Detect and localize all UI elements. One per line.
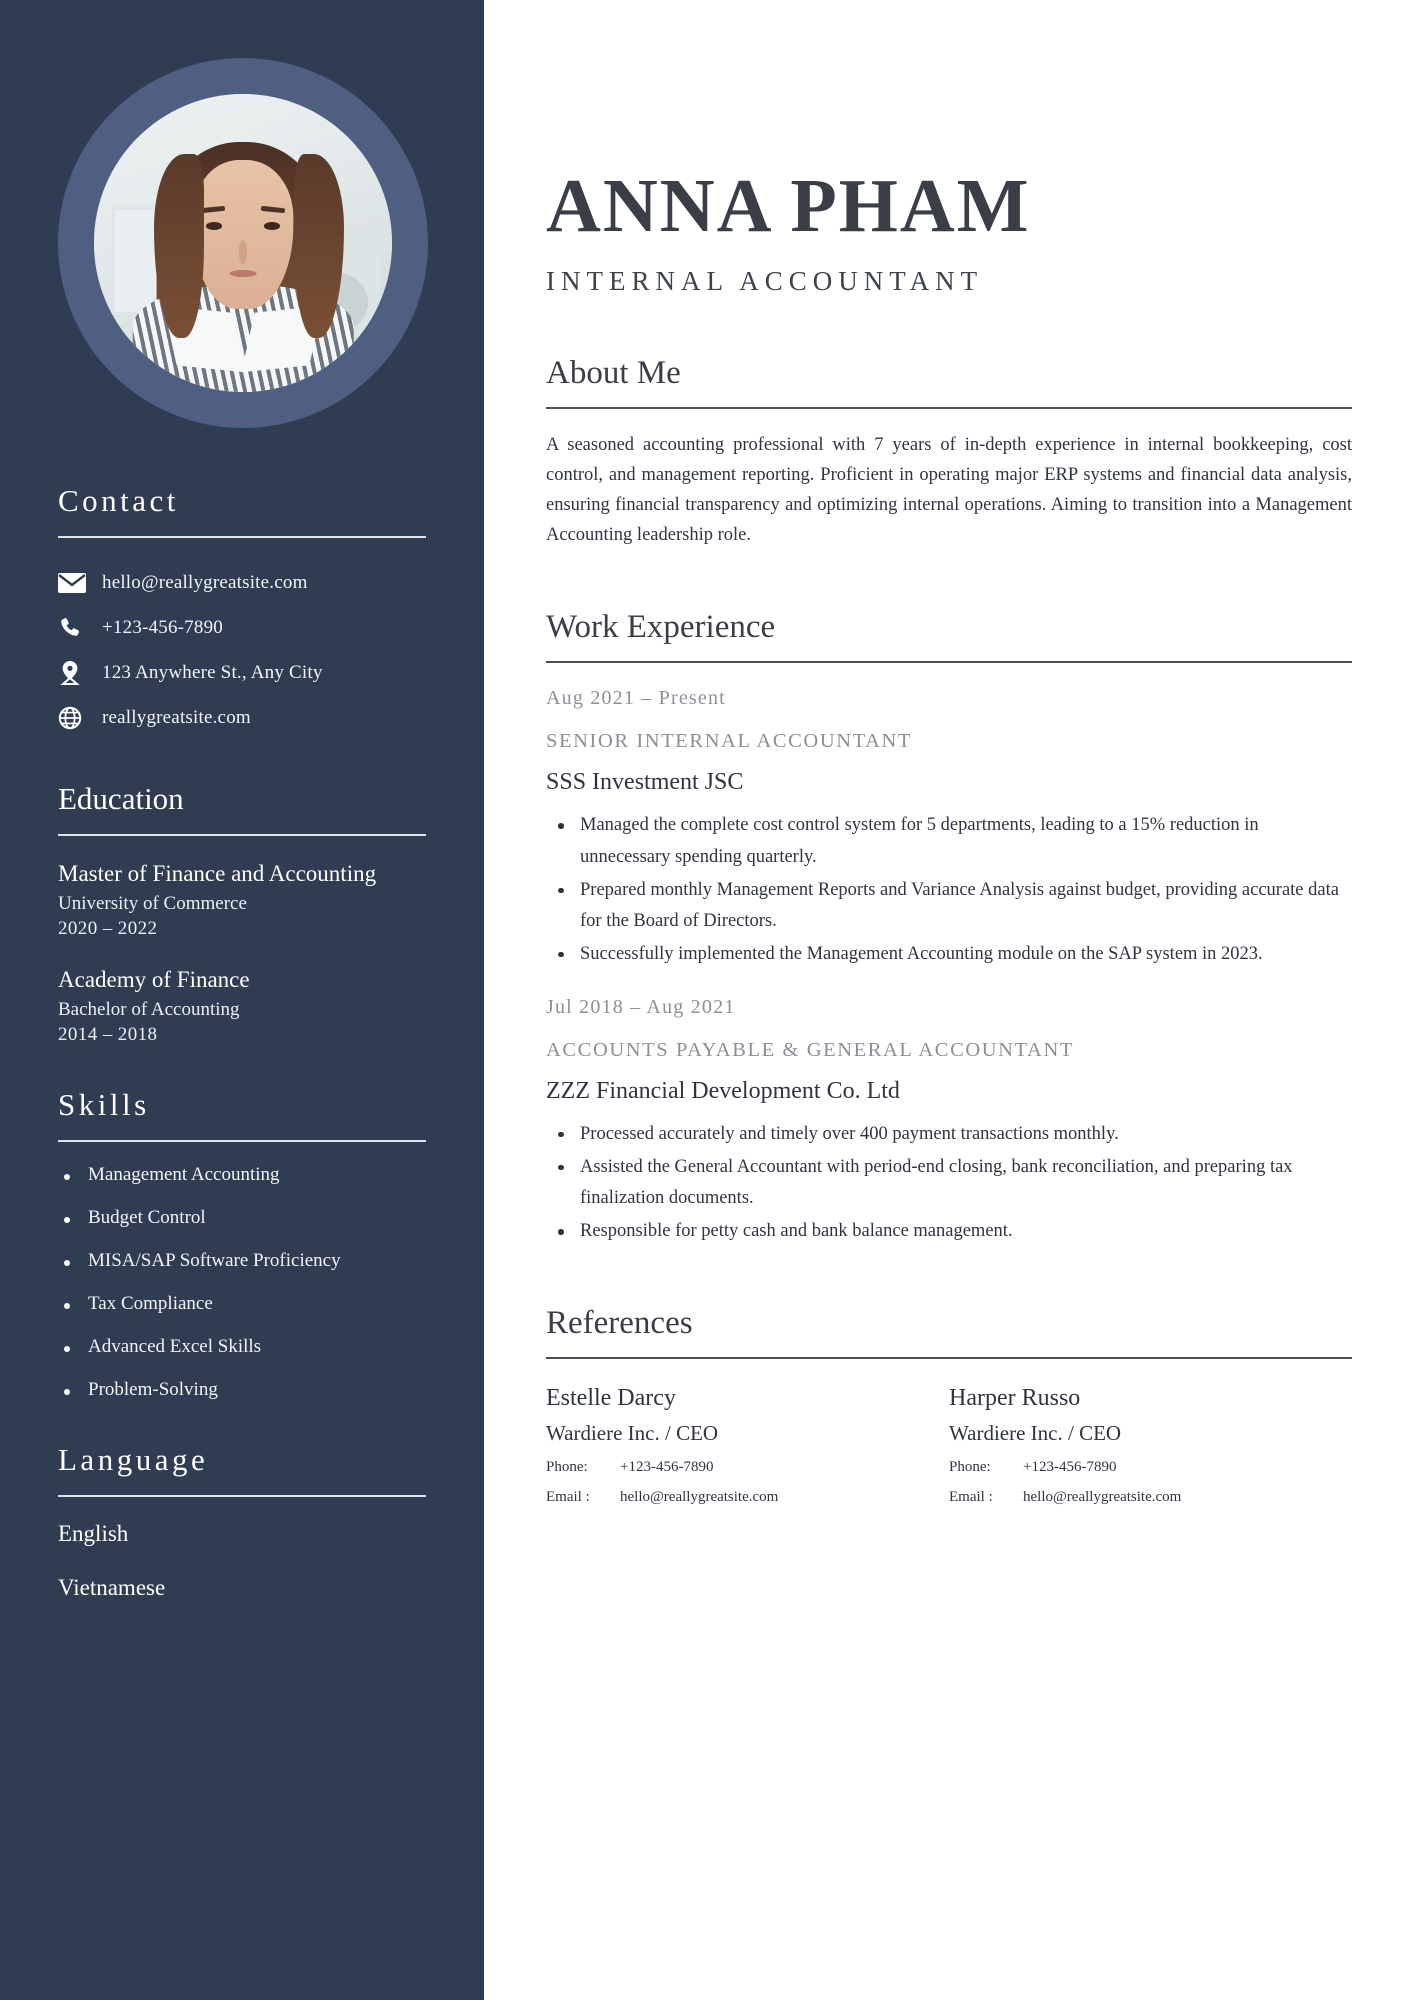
reference-email-label: Email : (546, 1489, 590, 1506)
list-item: Processed accurately and timely over 400 payment transactions monthly. (546, 1119, 1352, 1150)
reference-phone-label: Phone: (949, 1459, 991, 1476)
reference-name: Harper Russo (949, 1385, 1081, 1412)
photo-nose (239, 240, 248, 264)
contact-list (58, 560, 426, 740)
email-icon (58, 573, 98, 593)
main-content (484, 0, 1414, 2000)
education-section (58, 782, 426, 1046)
job-title-subheading: INTERNAL ACCOUNTANT (546, 266, 984, 296)
list-item: Responsible for petty cash and bank balance management. (546, 1216, 1352, 1247)
reference-card (949, 1385, 1352, 1506)
work-experience-heading: Work Experience (546, 609, 776, 646)
reference-email-value: hello@reallygreatsite.com (620, 1489, 779, 1506)
references-section (546, 1305, 1352, 1506)
list-item: Vietnamese (58, 1574, 166, 1600)
language-section (58, 1443, 426, 1601)
language-divider (58, 1495, 426, 1497)
list-item: MISA/SAP Software Proficiency (58, 1250, 426, 1272)
job-date: Aug 2021 – Present (546, 687, 726, 710)
list-item: Successfully implemented the Management Accounting module on the SAP system in 2023. (546, 939, 1352, 970)
list-item: Managed the complete cost control system for 5 departments, leading to a 15% reduction in unnecessary spending quarterly. (546, 810, 1352, 872)
work-experience-section (546, 609, 1352, 1247)
photo-eye-right (264, 222, 280, 230)
reference-card (546, 1385, 949, 1506)
education-years: 2020 – 2022 (58, 917, 158, 939)
reference-phone-row (546, 1459, 919, 1476)
job-date: Jul 2018 – Aug 2021 (546, 995, 736, 1018)
contact-value-phone: +123-456-7890 (102, 616, 223, 638)
job-company: ZZZ Financial Development Co. Ltd (546, 1077, 900, 1104)
reference-name: Estelle Darcy (546, 1385, 676, 1412)
skills-section (58, 1088, 426, 1401)
list-item: Advanced Excel Skills (58, 1336, 426, 1358)
photo-face (192, 160, 293, 309)
references-divider (546, 1357, 1352, 1359)
about-section (546, 355, 1352, 551)
contact-item-phone[interactable] (58, 605, 426, 650)
about-text: A seasoned accounting professional with 7 years of in-depth experience in internal bookkeeping, cost control, and management reporting. Proficient in operating major ERP systems and financial data analysis, ensuring financial transparency and optimizing internal operations. Aiming to transition into a Management Accounting leadership role. (546, 435, 1352, 546)
list-item: Prepared monthly Management Reports and Variance Analysis against budget, providing accurate data for the Board of Directors. (546, 875, 1352, 937)
job-entry (546, 687, 1352, 969)
education-school: Bachelor of Accounting (58, 998, 240, 1020)
education-years: 2014 – 2018 (58, 1023, 158, 1045)
education-item (58, 966, 426, 1046)
job-role: SENIOR INTERNAL ACCOUNTANT (546, 730, 913, 753)
job-role: ACCOUNTS PAYABLE & GENERAL ACCOUNTANT (546, 1038, 1074, 1061)
phone-icon (58, 616, 98, 640)
sidebar (0, 0, 484, 2000)
reference-role: Wardiere Inc. / CEO (546, 1421, 719, 1446)
avatar-image (94, 94, 392, 392)
education-degree: Academy of Finance (58, 966, 250, 992)
about-divider (546, 407, 1352, 409)
reference-phone-value: +123-456-7890 (620, 1459, 714, 1476)
photo-mouth (230, 270, 257, 277)
list-item: Management Accounting (58, 1164, 426, 1186)
job-company: SSS Investment JSC (546, 769, 744, 796)
language-heading: Language (58, 1441, 209, 1477)
language-list (58, 1521, 426, 1601)
about-heading: About Me (546, 355, 681, 391)
contact-value-address: 123 Anywhere St., Any City (102, 661, 323, 683)
avatar (58, 58, 428, 428)
reference-email-label: Email : (949, 1489, 993, 1506)
reference-role: Wardiere Inc. / CEO (949, 1421, 1122, 1446)
photo-eye-left (206, 222, 222, 230)
reference-email-value: hello@reallygreatsite.com (1023, 1489, 1182, 1506)
skills-heading: Skills (58, 1086, 150, 1122)
contact-item-address[interactable] (58, 650, 426, 695)
contact-value-email: hello@reallygreatsite.com (102, 571, 308, 593)
education-divider (58, 834, 426, 836)
work-experience-divider (546, 661, 1352, 663)
list-item: Tax Compliance (58, 1293, 426, 1315)
reference-phone-row (949, 1459, 1322, 1476)
location-icon (58, 660, 98, 686)
contact-divider (58, 536, 426, 538)
list-item: English (58, 1520, 129, 1546)
job-entry (546, 996, 1352, 1247)
job-responsibility-list (546, 1119, 1352, 1247)
contact-item-email[interactable] (58, 560, 426, 605)
contact-value-website: reallygreatsite.com (102, 706, 251, 728)
education-heading: Education (58, 781, 184, 817)
reference-phone-value: +123-456-7890 (1023, 1459, 1117, 1476)
list-item: Assisted the General Accountant with period-end closing, bank reconciliation, and preparing tax finalization documents. (546, 1152, 1352, 1214)
reference-email-row (949, 1489, 1322, 1506)
list-item: Budget Control (58, 1207, 426, 1229)
reference-email-row (546, 1489, 919, 1506)
contact-section (58, 484, 426, 740)
education-item (58, 860, 426, 940)
references-grid (546, 1385, 1352, 1506)
reference-phone-label: Phone: (546, 1459, 588, 1476)
education-school: University of Commerce (58, 892, 247, 914)
contact-item-website[interactable] (58, 695, 426, 740)
list-item: Problem-Solving (58, 1379, 426, 1401)
page-title: ANNA PHAM (546, 164, 1031, 248)
education-degree: Master of Finance and Accounting (58, 861, 377, 887)
references-heading: References (546, 1305, 693, 1342)
skills-divider (58, 1140, 426, 1142)
contact-heading: Contact (58, 483, 179, 518)
job-responsibility-list (546, 810, 1352, 969)
skills-list (58, 1164, 426, 1401)
globe-icon (58, 706, 98, 730)
